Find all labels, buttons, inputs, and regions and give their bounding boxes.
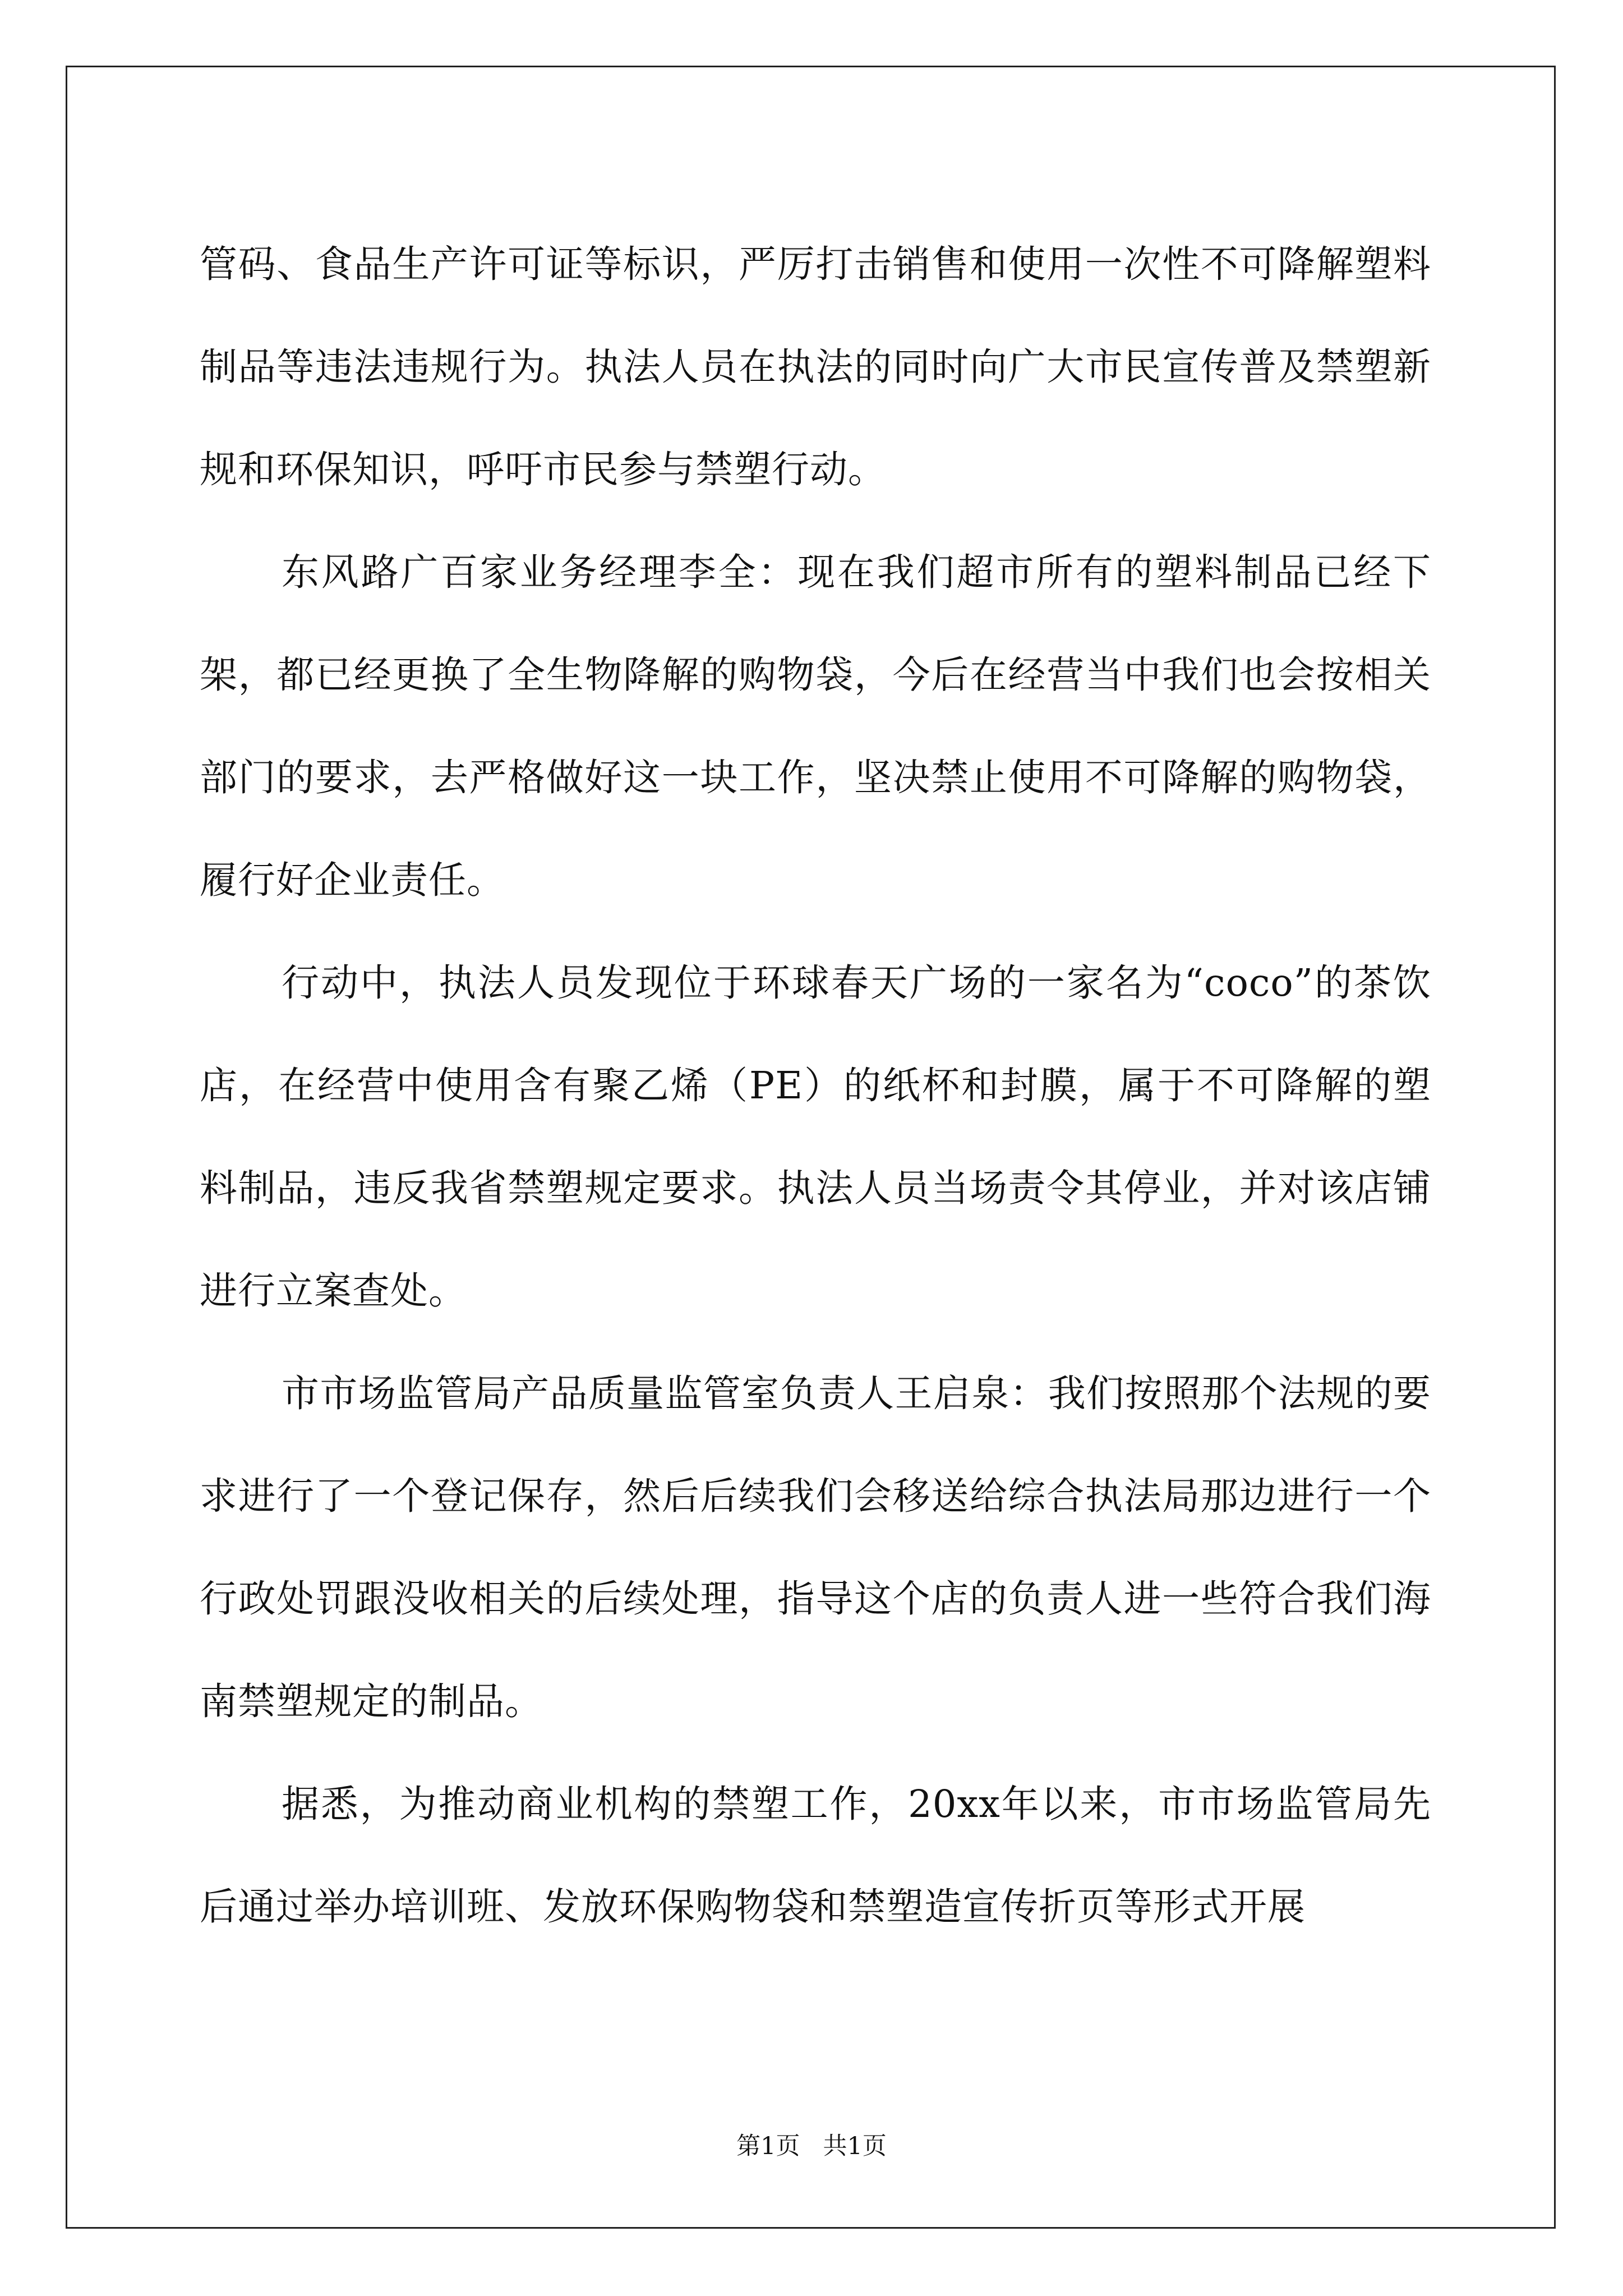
paragraph-4: 市市场监管局产品质量监管室负责人王启泉：我们按照那个法规的要求进行了一个登记保存，然后后续我们会移送给综合执法局那边进行一个行政处罚跟没收相关的后续处理，指导这个店的负责人进一些符合我们海南禁塑规定的制品。 bbox=[200, 1372, 1431, 1723]
page-number: 第1页 bbox=[736, 2132, 800, 2160]
paragraph-3: 行动中，执法人员发现位于环球春天广场的一家名为“coco”的茶饮店，在经营中使用含有聚乙烯（PE）的纸杯和封膜，属于不可降解的塑料制品，违反我省禁塑规定要求。执法人员当场责令其停业，并对该店铺进行立案查处。 bbox=[200, 961, 1431, 1313]
paragraph-1: 管码、食品生产许可证等标识，严厉打击销售和使用一次性不可降解塑料制品等违法违规行为。执法人员在执法的同时向广大市民宣传普及禁塑新规和环保知识，呼吁市民参与禁塑行动。 bbox=[200, 242, 1431, 491]
total-pages: 共1页 bbox=[823, 2132, 887, 2160]
paragraph-2: 东风路广百家业务经理李全：现在我们超市所有的塑料制品已经下架，都已经更换了全生物降解的购物袋，今后在经营当中我们也会按相关部门的要求，去严格做好这一块工作，坚决禁止使用不可降解的购物袋，履行好企业责任。 bbox=[200, 550, 1431, 902]
document-body bbox=[200, 213, 1431, 1958]
paragraph-5: 据悉，为推动商业机构的禁塑工作，20xx年以来，市市场监管局先后通过举办培训班、发放环保购物袋和禁塑造宣传折页等形式开展 bbox=[200, 1782, 1431, 1929]
page-footer bbox=[0, 2129, 1623, 2163]
